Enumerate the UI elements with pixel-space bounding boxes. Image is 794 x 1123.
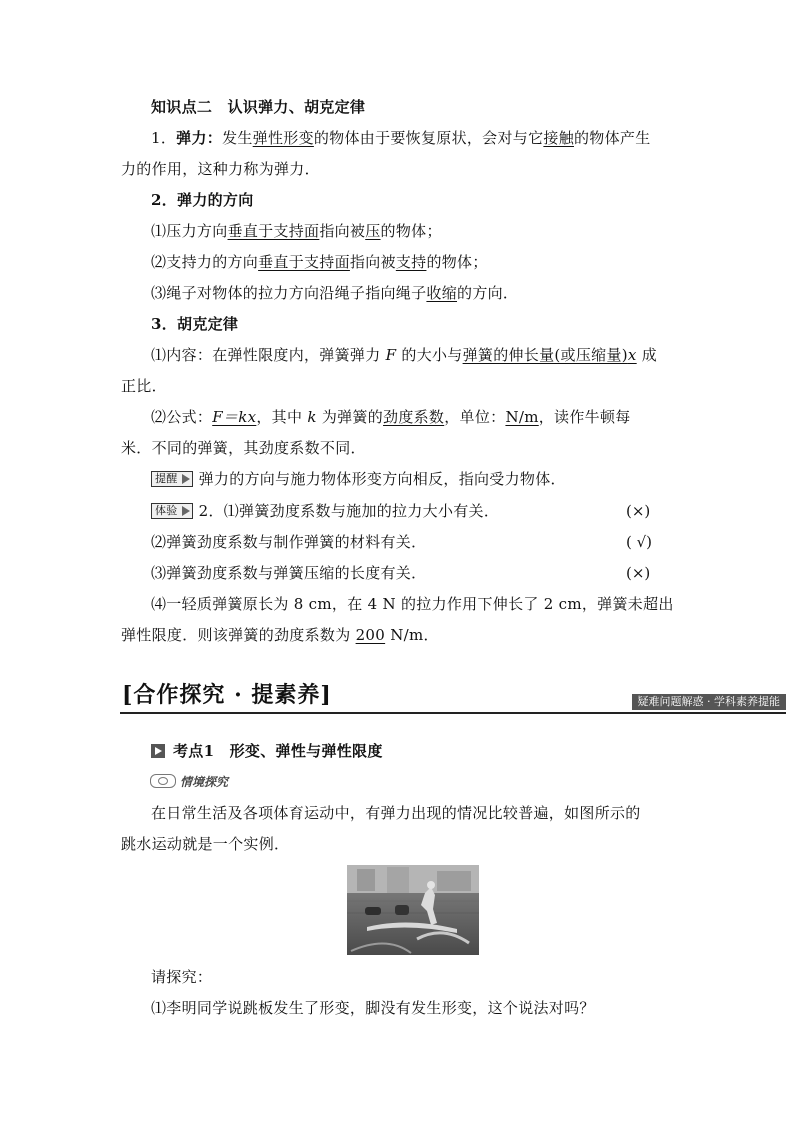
reminder-tag: 提醒 [151,471,193,487]
pressure-direction: ⑴压力方向垂直于支持面指向被压的物体； [151,222,442,240]
hooke-content-cont: 正比． [121,377,167,395]
tension-direction: ⑶绳子对物体的拉力方向沿绳子指向绳子收缩的方向． [151,284,519,302]
scenario-paragraph-cont: 跳水运动就是一个实例． [121,835,290,853]
practice-q4-cont: 弹性限度．则该弹簧的劲度系数为 200 N/m． [121,626,439,644]
practice-q1: 体验 2．⑴弹簧劲度系数与施加的拉力大小有关． [151,500,499,522]
scenario-paragraph: 在日常生活及各项体育运动中，有弹力出现的情况比较普遍，如图所示的 [151,804,641,822]
hooke-formula-cont: 米．不同的弹簧，其劲度系数不同． [121,439,366,457]
answer-mark-2: ( √) [626,533,653,551]
section-title: [合作探究 · 提素养] [122,682,332,708]
hooke-title: 3．胡克定律 [151,315,239,333]
elastic-force-definition: 1．弹力：发生弹性形变的物体由于要恢复原状，会对与它接触的物体产生 [151,129,651,147]
section-header [120,678,786,714]
answer-mark-1: (×) [626,502,651,520]
hooke-formula: ⑵公式：F＝kx，其中 k 为弹簧的劲度系数，单位：N/m，读作牛顿每 [151,408,631,426]
elastic-force-definition-cont: 力的作用，这种力称为弹力． [121,160,320,178]
hooke-content: ⑴内容：在弹性限度内，弹簧弹力 F 的大小与弹簧的伸长量(或压缩量)x 成 [151,346,658,364]
play-icon [151,744,165,758]
explore-prompt: 请探究： [151,968,213,986]
topic-heading: 考点1 形变、弹性与弹性限度 [151,740,383,762]
explore-question-1: ⑴李明同学说跳板发生了形变，脚没有发生形变，这个说法对吗？ [151,999,595,1017]
diving-photo [347,865,479,955]
practice-q4: ⑷一轻质弹簧原长为 8 cm，在 4 N 的拉力作用下伸长了 2 cm，弹簧未超出 [151,595,674,613]
knowledge-heading: 知识点二 认识弹力、胡克定律 [151,98,366,116]
support-direction: ⑵支持力的方向垂直于支持面指向被支持的物体； [151,253,488,271]
practice-q2: ⑵弹簧劲度系数与制作弹簧的材料有关． [151,533,427,551]
scenario-icon [150,774,176,788]
practice-q3: ⑶弹簧劲度系数与弹簧压缩的长度有关． [151,564,427,582]
direction-title: 2．弹力的方向 [151,191,254,209]
reminder: 提醒 弹力的方向与施力物体形变方向相反，指向受力物体． [151,468,566,490]
section-subtitle: 疑难问题解惑 · 学科素养提能 [632,694,787,710]
practice-tag: 体验 [151,503,193,519]
answer-mark-3: (×) [626,564,651,582]
scenario-label: 情境探究 [150,771,228,793]
